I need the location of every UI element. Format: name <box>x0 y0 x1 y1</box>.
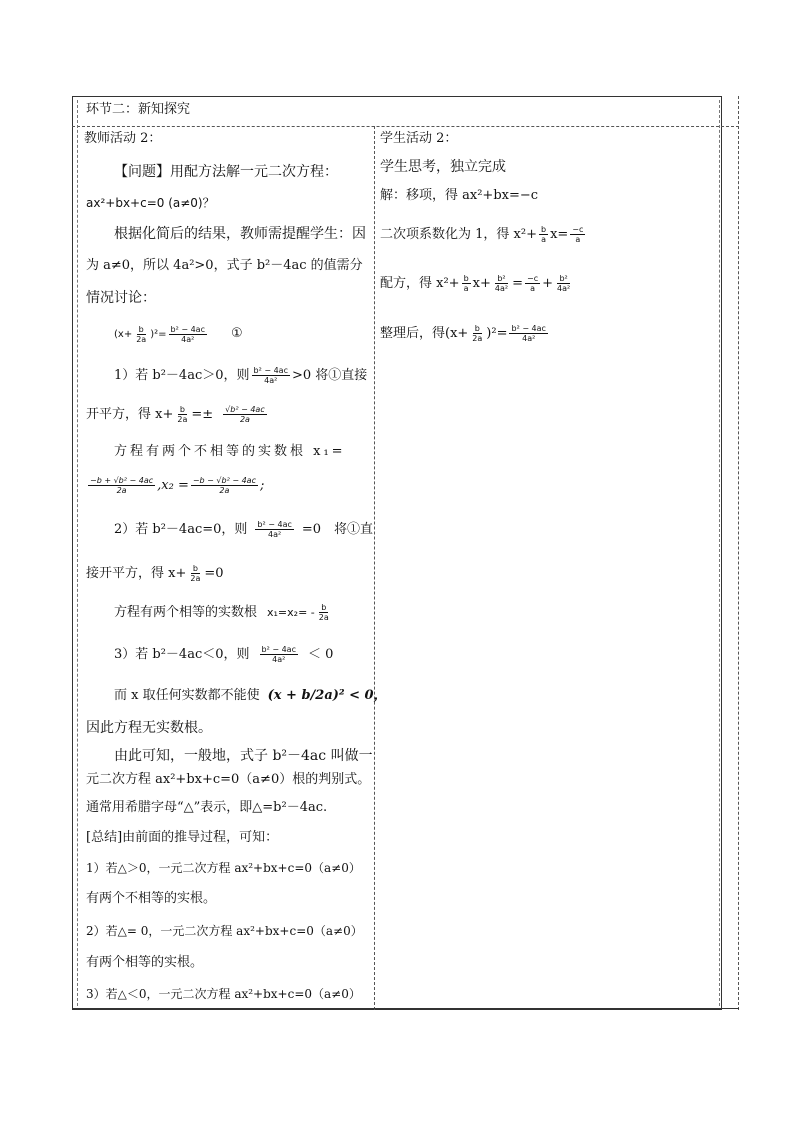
para1-line2: 为 a≠0，所以 4a²>0，式子 b²－4ac 的值需分 <box>86 258 363 273</box>
problem-equation: ax²+bx+c=0 (a≠0)？ <box>86 196 215 210</box>
teacher-problem: 【问题】用配方法解一元二次方程： <box>114 164 338 180</box>
conclusion-1b: 有两个不相等的实根。 <box>86 891 217 906</box>
summary-line3: 通常用希腊字母“△”表示，即△=b²－4ac. <box>86 800 328 815</box>
case2-line1: 2）若 b²－4ac=0，则 $\frac{\text{b² − 4ac}}{\text{4a²}}$ =0 将①直 <box>114 520 374 539</box>
conclusion-3a: 3）若△＜0，一元二次方程 ax²+bx+c=0（a≠0） <box>86 987 361 1001</box>
case3-line2: 而 x 取任何实数都不能使 (x + b/2a)² < 0， <box>114 688 387 703</box>
para1-line3: 情况讨论： <box>86 290 156 306</box>
conclusion-2b: 有两个相等的实根。 <box>86 955 204 970</box>
student-line5: 整理后，得(x+ $\frac{b}{2a}$ )²= $\frac{\text{b² − 4ac}}{\text{4a²}}$ <box>380 324 546 343</box>
case2-line2: 接开平方，得 x+ $\frac{b}{2a}$ =0 <box>86 564 224 583</box>
section-header: 环节二：新知探究 <box>86 102 191 117</box>
student-title: 学生活动 2： <box>380 131 458 146</box>
column-divider <box>374 126 375 1010</box>
para1-line1: 根据化简后的结果，教师需提醒学生：因 <box>114 226 366 242</box>
case1-root-values: $\frac{\text{−b + √b² − 4ac}}{2a}$ ,x₂ = $\frac{\text{−b − √b² − 4ac}}{2a}$ ; <box>90 476 265 495</box>
inner-right-border <box>719 100 720 1006</box>
summary-line1: 由此可知，一般地，式子 b²－4ac 叫做一 <box>114 748 373 764</box>
conclusion-title: [总结]由前面的推导过程，可知： <box>86 830 279 845</box>
conclusion-1a: 1）若△＞0，一元二次方程 ax²+bx+c=0（a≠0） <box>86 861 361 875</box>
table-right-strip <box>722 96 739 1010</box>
summary-line2: 元二次方程 ax²+bx+c=0（a≠0）根的判别式。 <box>86 772 371 787</box>
case3-line1: 3）若 b²－4ac＜0，则 $\frac{\text{b² − 4ac}}{\text{4a²}}$ ＜ 0 <box>114 645 334 664</box>
equation-1: (x+ $\frac{b}{2a}$ )²= $\frac{\text{b² − 4ac}}{\text{4a²}}$ ① <box>114 324 243 344</box>
student-line3: 二次项系数化为 1，得 x²+ $\frac{b}{a}$ x= $\frac{-c}{a}$ <box>380 225 584 244</box>
case1-roots: 方程有两个不相等的实数根 x₁= <box>114 444 346 459</box>
header-divider <box>72 126 739 127</box>
case3-line3: 因此方程无实数根。 <box>86 720 212 736</box>
student-line1: 学生思考，独立完成 <box>380 159 506 175</box>
student-line4: 配方，得 x²+ $\frac{b}{a}$ x+ $\frac{\text{b²}}{\text{4a²}}$ = $\frac{-c}{a}$ + $\frac{\text{b²}}{\text{4a²}}$ <box>380 274 571 293</box>
inner-left-border <box>77 100 78 1006</box>
case1-line2: 开平方，得 x+ $\frac{b}{2a}$ =± $\frac{\text{√b² − 4ac}}{2a}$ <box>86 405 265 424</box>
student-line2: 解：移项，得 ax²+bx=−c <box>380 188 539 203</box>
conclusion-2a: 2）若△= 0，一元二次方程 ax²+bx+c=0（a≠0） <box>86 924 363 938</box>
case1-line1: 1）若 b²－4ac＞0，则 $\frac{\text{b² − 4ac}}{\text{4a²}}$ >0 将①直接 <box>114 366 368 385</box>
case2-roots: 方程有两个相等的实数根 x₁=x₂= - $\frac{b}{2a}$ <box>114 603 329 622</box>
table-bottom-border <box>72 1008 739 1009</box>
teacher-title: 教师活动 2： <box>84 131 162 146</box>
